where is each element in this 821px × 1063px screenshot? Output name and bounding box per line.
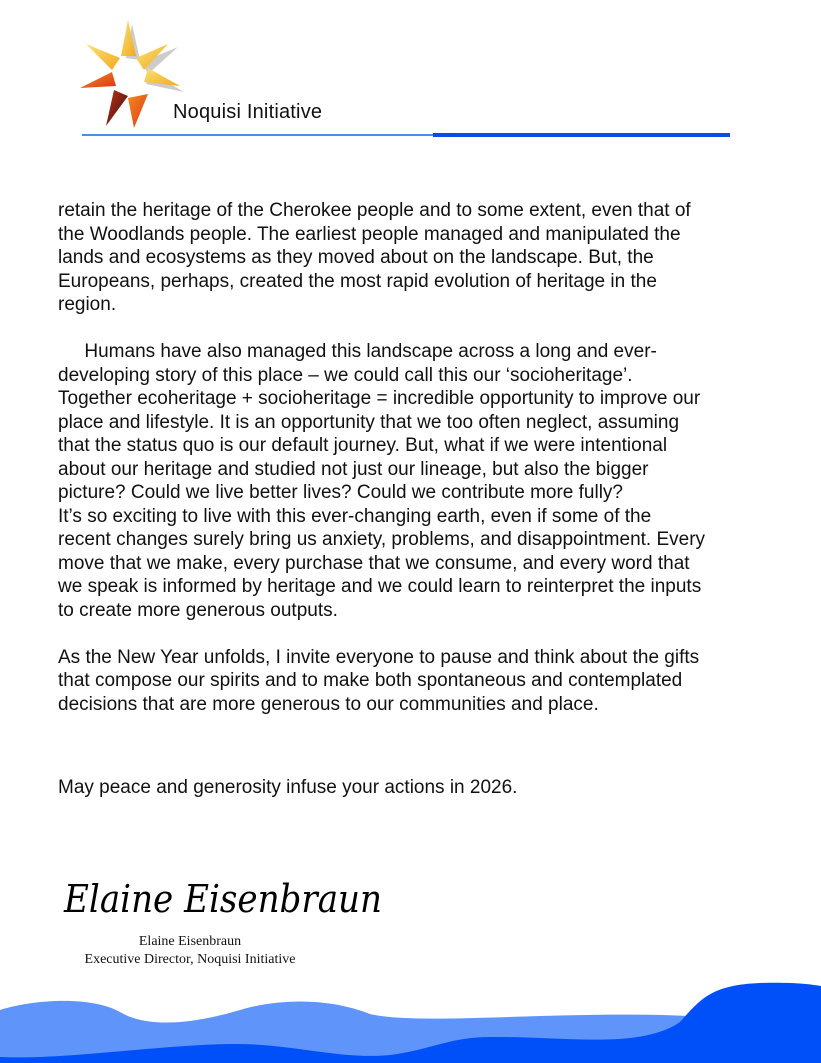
paragraph-heritage	[58, 199, 705, 317]
text-line: about our heritage and studied not just our lineage, but also the bigger	[58, 458, 649, 480]
paragraph-new-year	[58, 646, 705, 717]
text-line: to create more generous outputs.	[58, 599, 338, 621]
text-line: place and lifestyle. It is an opportunity that we too often neglect, assuming	[58, 411, 680, 433]
header-rule-thin	[82, 134, 434, 136]
text-line: that compose our spirits and to make both spontaneous and contemplated	[58, 670, 683, 691]
text-line: recent changes surely bring us anxiety, problems, and disappointment. Every	[58, 529, 706, 550]
org-name: Noquisi Initiative	[173, 101, 323, 123]
noquisi-logo-star-icon	[78, 18, 188, 130]
svg-text:Elaine Eisenbraun: Elaine Eisenbraun	[63, 877, 383, 921]
text-line: Europeans, perhaps, created the most rapid evolution of heritage in the	[58, 270, 657, 292]
footer-waves	[0, 960, 821, 1063]
handwritten-signature	[60, 868, 390, 938]
text-line: picture? Could we live better lives? Could we contribute more fully?	[58, 482, 623, 503]
text-line: Humans have also managed this landscape across a long and ever-	[58, 341, 657, 362]
text-line: region.	[58, 294, 117, 315]
text-line: that the status quo is our default journey. But, what if we were intentional	[58, 435, 668, 456]
text-line: retain the heritage of the Cherokee people and to some extent, even that of	[58, 200, 691, 221]
text-line: the Woodlands people. The earliest people managed and manipulated the	[58, 223, 681, 245]
paragraph-socioheritage	[58, 340, 705, 622]
text-line: As the New Year unfolds, I invite everyone to pause and think about the gifts	[58, 646, 700, 668]
signer-name: Elaine Eisenbraun	[138, 934, 242, 949]
closing-line: May peace and generosity infuse your actions in 2026.	[58, 777, 518, 798]
text-line: decisions that are more generous to our communities and place.	[58, 693, 599, 715]
text-line: It’s so exciting to live with this ever-changing earth, even if some of the	[58, 505, 652, 527]
signer-title: Executive Director, Noquisi Initiative	[84, 952, 296, 967]
text-line: move that we make, every purchase that we consume, and every word that	[58, 552, 690, 574]
text-line: Together ecoheritage + socioheritage = incredible opportunity to improve our	[58, 388, 701, 409]
text-line: we speak is informed by heritage and we could learn to reinterpret the inputs	[58, 576, 702, 597]
text-line: developing story of this place – we could call this our ‘socioheritage’.	[58, 364, 633, 386]
letter-body	[58, 199, 705, 740]
header-rule-thick	[433, 133, 730, 137]
text-line: lands and ecosystems as they moved about on the landscape. But, the	[58, 247, 654, 268]
